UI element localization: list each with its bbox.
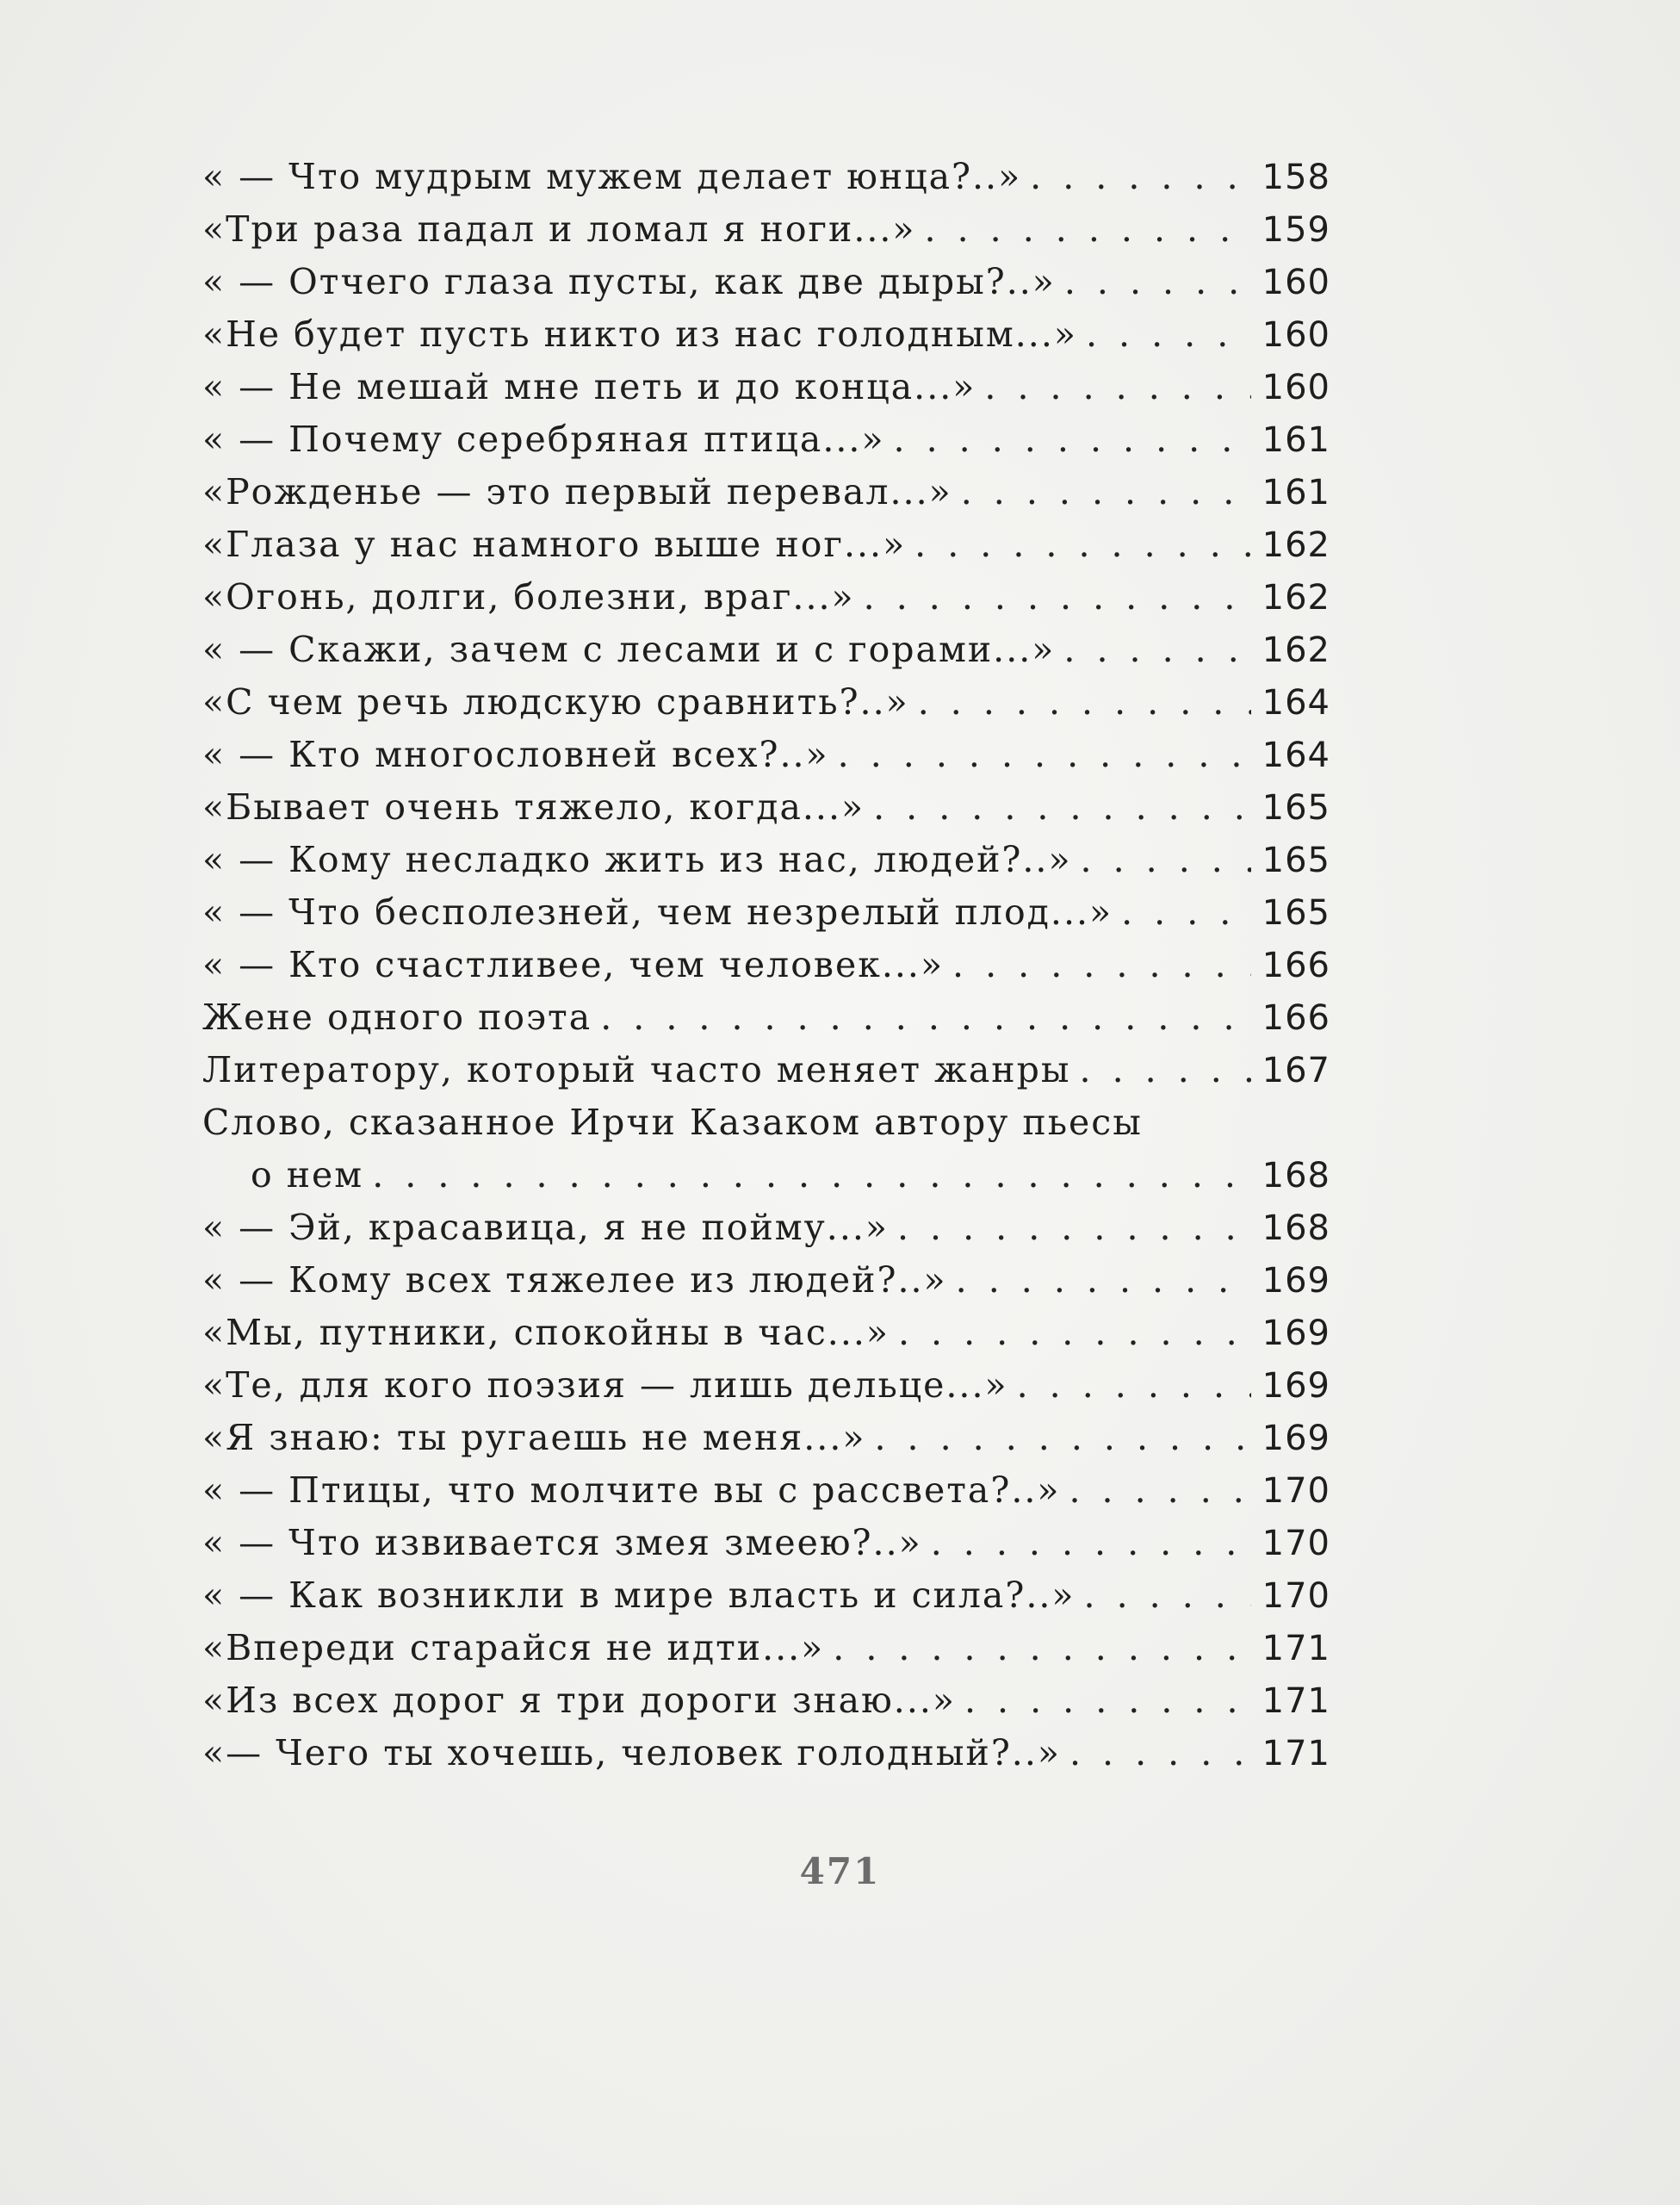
toc-entry-page: 171 [1262,1681,1330,1721]
toc-entry [202,151,1330,203]
toc-entry [202,256,1330,308]
toc-entry [202,519,1330,571]
toc-entry-page: 162 [1262,630,1330,670]
toc-entry-title: «Не будет пусть никто из нас голодным...» [202,314,1077,355]
toc-entry-title: « — Скажи, зачем с лесами и с горами...» [202,629,1056,670]
toc-entry-title: « — Кому всех тяжелее из людей?..» [202,1259,947,1301]
dot-leader [592,991,1251,1044]
toc-entry-page: 160 [1262,263,1330,302]
dot-leader [916,203,1251,256]
toc-entry-title: «Из всех дорог я три дороги знаю...» [202,1680,956,1721]
dot-leader [909,676,1251,729]
toc-entry [202,1359,1330,1412]
toc-entry-page: 169 [1262,1314,1330,1353]
dot-leader [824,1622,1251,1674]
toc-entry-title: « — Что мудрым мужем делает юнца?..» [202,156,1022,197]
toc-entry [202,1412,1330,1464]
dot-leader [922,1517,1251,1569]
toc-entry-page: 165 [1262,841,1330,880]
toc-entry-title: « — Не мешай мне петь и до конца...» [202,366,976,407]
toc-entry-page: 169 [1262,1419,1330,1458]
toc-entry-title: « — Кому несладко жить из нас, людей?..» [202,839,1072,880]
toc-entry-title: «Три раза падал и ломал я ноги...» [202,208,916,250]
toc-entry-page: 160 [1262,368,1330,407]
toc-entry-title: Жене одного поэта [202,997,592,1038]
dot-leader [363,1149,1251,1202]
toc-entry-title: «Я знаю: ты ругаешь не меня...» [202,1417,866,1458]
toc-entry-title: «Глаза у нас намного выше ног...» [202,524,907,565]
toc-entry-title: « — Кто многословней всех?..» [202,734,829,775]
toc-entry-title: «Впереди старайся не идти...» [202,1627,825,1668]
dot-leader [855,571,1251,624]
toc-entry [202,413,1330,466]
toc-entry [202,1096,1330,1149]
toc-entry [202,1674,1330,1727]
toc-entry [202,1307,1330,1359]
toc-entry-page: 165 [1262,893,1330,933]
toc-entry-page: 164 [1262,736,1330,775]
toc-entry-title: «Рожденье — это первый перевал...» [202,471,952,512]
dot-leader [1113,886,1251,939]
toc-entry-page: 167 [1262,1051,1330,1090]
toc-entry [202,729,1330,781]
toc-entry [202,466,1330,519]
toc-entry-page: 169 [1262,1261,1330,1301]
toc-entry [202,939,1330,991]
toc-entry [202,991,1330,1044]
dot-leader [865,1412,1251,1464]
toc-entry [202,676,1330,729]
toc-entry-title: «Бывает очень тяжело, когда...» [202,786,865,828]
toc-entry-page: 171 [1262,1629,1330,1668]
toc-entry-page: 169 [1262,1366,1330,1406]
toc-entry-page: 159 [1262,210,1330,250]
dot-leader [1060,1464,1251,1517]
toc-entry [202,1254,1330,1307]
dot-leader [947,1254,1251,1307]
toc-entry [202,1569,1330,1622]
toc-entry-page: 170 [1262,1471,1330,1511]
dot-leader [906,519,1251,571]
toc-entry-title: « — Отчего глаза пусты, как две дыры?..» [202,261,1056,302]
toc-entry-page: 166 [1262,946,1330,985]
toc-entry [202,1202,1330,1254]
dot-leader [956,1674,1251,1727]
toc-entry-title: « — Птицы, что молчите вы с рассвета?..» [202,1469,1061,1511]
toc-entry-title: Литератору, который часто меняет жанры [202,1049,1071,1090]
toc-entry-title: « — Что бесполезней, чем незрелый плод...» [202,891,1113,933]
toc-entry-title: «Те, для кого поэзия — лишь дельце...» [202,1364,1008,1406]
dot-leader [1061,1727,1251,1780]
toc-entry-page: 165 [1262,788,1330,828]
toc-entry [202,886,1330,939]
dot-leader [1021,151,1251,203]
toc-entry [202,1044,1330,1096]
toc-entry-title: « — Как возникли в мире власть и сила?..» [202,1575,1076,1616]
dot-leader [944,939,1251,991]
dot-leader [1076,1569,1251,1622]
toc-entry [202,1464,1330,1517]
dot-leader [885,413,1251,466]
toc-entry-page: 166 [1262,998,1330,1038]
toc-entry [202,1727,1330,1780]
toc-entry-title: « — Эй, красавица, я не пойму...» [202,1207,889,1248]
toc-entry-title: « — Что извивается змея змеею?..» [202,1522,922,1563]
toc-entry [202,781,1330,834]
toc-entry-page: 170 [1262,1524,1330,1563]
toc-entry-page: 162 [1262,578,1330,618]
toc-entry [202,624,1330,676]
toc-entry-title: «— Чего ты хочешь, человек голодный?..» [202,1732,1061,1773]
dot-leader [1056,256,1251,308]
toc-entry-title: « — Почему серебряная птица...» [202,419,885,460]
table-of-contents [202,151,1330,1780]
toc-entry [202,1622,1330,1674]
dot-leader [976,361,1251,413]
toc-entry-page: 171 [1262,1734,1330,1773]
toc-entry-page: 170 [1262,1576,1330,1616]
toc-entry-title: «С чем речь людскую сравнить?..» [202,681,909,723]
dot-leader [1008,1359,1251,1412]
toc-entry [202,1149,1330,1202]
toc-entry-title: «Огонь, долги, болезни, враг...» [202,576,855,618]
toc-entry [202,203,1330,256]
dot-leader [1071,1044,1252,1096]
toc-entry [202,361,1330,413]
toc-entry-title: Слово, сказанное Ирчи Казаком автору пьесы [202,1102,1143,1143]
toc-entry-title: «Мы, путники, спокойны в час...» [202,1312,890,1353]
toc-entry [202,571,1330,624]
dot-leader [890,1307,1251,1359]
toc-entry-page: 168 [1262,1156,1330,1196]
dot-leader [865,781,1251,834]
toc-entry-page: 158 [1262,158,1330,197]
toc-entry-page: 161 [1262,420,1330,460]
dot-leader [889,1202,1251,1254]
toc-entry-title: о нем [251,1154,364,1196]
toc-entry [202,1517,1330,1569]
dot-leader [952,466,1251,519]
dot-leader [1077,308,1251,361]
toc-entry-page: 162 [1262,525,1330,565]
toc-entry-page: 164 [1262,683,1330,723]
dot-leader [1072,834,1251,886]
toc-entry-page: 160 [1262,315,1330,355]
page-number: 471 [799,1850,881,1892]
dot-leader [829,729,1251,781]
toc-entry-page: 168 [1262,1208,1330,1248]
toc-entry [202,834,1330,886]
toc-entry-page: 161 [1262,473,1330,512]
toc-entry [202,308,1330,361]
toc-entry-title: « — Кто счастливее, чем человек...» [202,944,945,985]
dot-leader [1055,624,1251,676]
